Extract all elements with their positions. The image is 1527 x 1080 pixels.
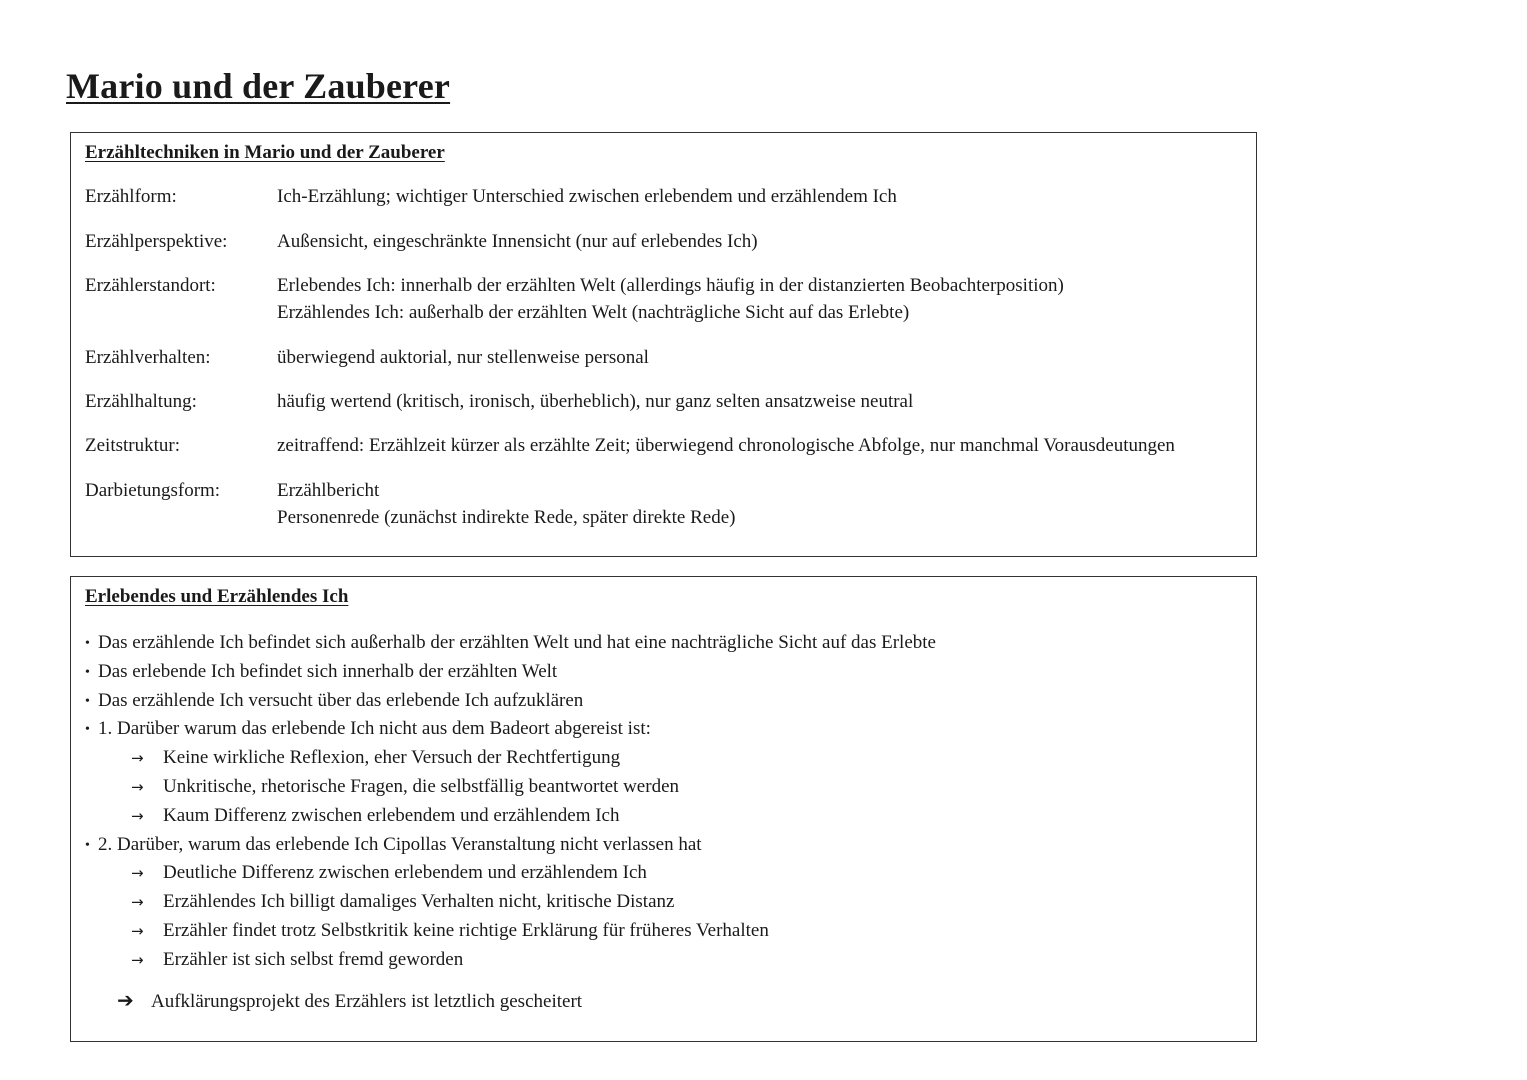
technique-value bbox=[277, 272, 1064, 326]
arrow-right-icon: → bbox=[131, 893, 144, 912]
list-item-text: Das erlebende Ich befindet sich innerhalb der erzählten Welt bbox=[98, 660, 558, 682]
technique-value-line: häufig wertend (kritisch, ironisch, überheblich), nur ganz selten ansatzweise neutral bbox=[277, 391, 914, 412]
technique-value-line: Erzählendes Ich: außerhalb der erzählten Welt (nachträgliche Sicht auf das Erlebte) bbox=[277, 302, 910, 323]
list-item bbox=[85, 831, 936, 860]
technique-label: Erzählerstandort: bbox=[85, 275, 216, 296]
list-item bbox=[85, 629, 936, 658]
arrow-right-icon: → bbox=[131, 864, 144, 883]
list-item bbox=[85, 658, 936, 687]
bullet-icon: • bbox=[85, 837, 90, 853]
narrative-techniques-box bbox=[70, 132, 1257, 557]
list-item bbox=[85, 687, 936, 716]
technique-value-line: Ich-Erzählung; wichtiger Unterschied zwischen erlebendem und erzählendem Ich bbox=[277, 186, 897, 207]
sub-list-item bbox=[85, 859, 936, 888]
arrow-right-icon: → bbox=[131, 950, 144, 969]
technique-value-line: Erzählbericht bbox=[277, 480, 380, 501]
sub-list-item-text: Keine wirkliche Reflexion, eher Versuch der Rechtfertigung bbox=[163, 747, 621, 769]
sub-list-item bbox=[85, 888, 936, 917]
technique-label: Erzählperspektive: bbox=[85, 231, 228, 252]
bullet-icon: • bbox=[85, 722, 90, 738]
technique-value-line: Erlebendes Ich: innerhalb der erzählten Welt (allerdings häufig in der distanzierten Beobachterposition) bbox=[277, 275, 1064, 296]
arrow-right-icon: → bbox=[131, 777, 144, 796]
list-item bbox=[85, 715, 936, 744]
sub-list-item bbox=[85, 917, 936, 946]
bold-arrow-right-icon: ➔ bbox=[117, 988, 134, 1012]
arrow-right-icon: → bbox=[131, 921, 144, 940]
sub-list-item-text: Kaum Differenz zwischen erlebendem und erzählendem Ich bbox=[163, 804, 620, 826]
technique-value bbox=[277, 477, 735, 531]
bullet-icon: • bbox=[85, 664, 90, 680]
technique-value bbox=[277, 228, 758, 255]
ich-bullet-list bbox=[85, 629, 936, 975]
conclusion bbox=[117, 987, 582, 1015]
narrating-self-box bbox=[70, 576, 1257, 1042]
list-item-text: Das erzählende Ich befindet sich außerhalb der erzählten Welt und hat eine nachträgliche Sicht auf das Erlebte bbox=[98, 632, 936, 653]
ich-heading: Erlebendes und Erzählendes Ich bbox=[85, 586, 349, 607]
sub-list-item bbox=[85, 946, 936, 975]
sub-list-item-text: Erzählendes Ich billigt damaliges Verhalten nicht, kritische Distanz bbox=[163, 891, 675, 913]
techniques-heading: Erzähltechniken in Mario und der Zauberer bbox=[85, 142, 445, 163]
sub-list-item bbox=[85, 744, 936, 773]
sub-list-item bbox=[85, 802, 936, 831]
page-title: Mario und der Zauberer bbox=[66, 66, 451, 106]
technique-value bbox=[277, 432, 1175, 459]
technique-label: Erzählform: bbox=[85, 186, 177, 207]
sub-list-item-text: Unkritische, rhetorische Fragen, die selbstfällig beantwortet werden bbox=[163, 775, 679, 797]
technique-value-line: Außensicht, eingeschränkte Innensicht (nur auf erlebendes Ich) bbox=[277, 231, 758, 252]
technique-value bbox=[277, 344, 649, 371]
list-item-text: 2. Darüber, warum das erlebende Ich Cipollas Veranstaltung nicht verlassen hat bbox=[98, 833, 702, 855]
bullet-icon: • bbox=[85, 693, 90, 709]
bullet-icon: • bbox=[85, 636, 90, 651]
arrow-right-icon: → bbox=[131, 749, 144, 768]
technique-label: Erzählhaltung: bbox=[85, 391, 197, 412]
technique-label: Erzählverhalten: bbox=[85, 347, 211, 368]
technique-label: Zeitstruktur: bbox=[85, 435, 180, 456]
sub-list-item bbox=[85, 773, 936, 802]
sub-list-item-text: Erzähler ist sich selbst fremd geworden bbox=[163, 948, 464, 970]
technique-label: Darbietungsform: bbox=[85, 480, 221, 501]
sub-list-item-text: Erzähler findet trotz Selbstkritik keine richtige Erklärung für früheres Verhalten bbox=[163, 919, 769, 941]
technique-value bbox=[277, 183, 897, 210]
list-item-text: Das erzählende Ich versucht über das erlebende Ich aufzuklären bbox=[98, 689, 584, 711]
technique-value-line: überwiegend auktorial, nur stellenweise personal bbox=[277, 347, 649, 368]
technique-value bbox=[277, 388, 913, 415]
conclusion-text: Aufklärungsprojekt des Erzählers ist letztlich gescheitert bbox=[151, 991, 583, 1012]
technique-value-line: zeitraffend: Erzählzeit kürzer als erzählte Zeit; überwiegend chronologische Abfolge, nur manchmal Vorausdeutungen bbox=[277, 435, 1175, 456]
arrow-right-icon: → bbox=[131, 806, 144, 825]
technique-value-line: Personenrede (zunächst indirekte Rede, später direkte Rede) bbox=[277, 507, 736, 528]
sub-list-item-text: Deutliche Differenz zwischen erlebendem und erzählendem Ich bbox=[163, 862, 647, 884]
list-item-text: 1. Darüber warum das erlebende Ich nicht aus dem Badeort abgereist ist: bbox=[98, 718, 651, 740]
